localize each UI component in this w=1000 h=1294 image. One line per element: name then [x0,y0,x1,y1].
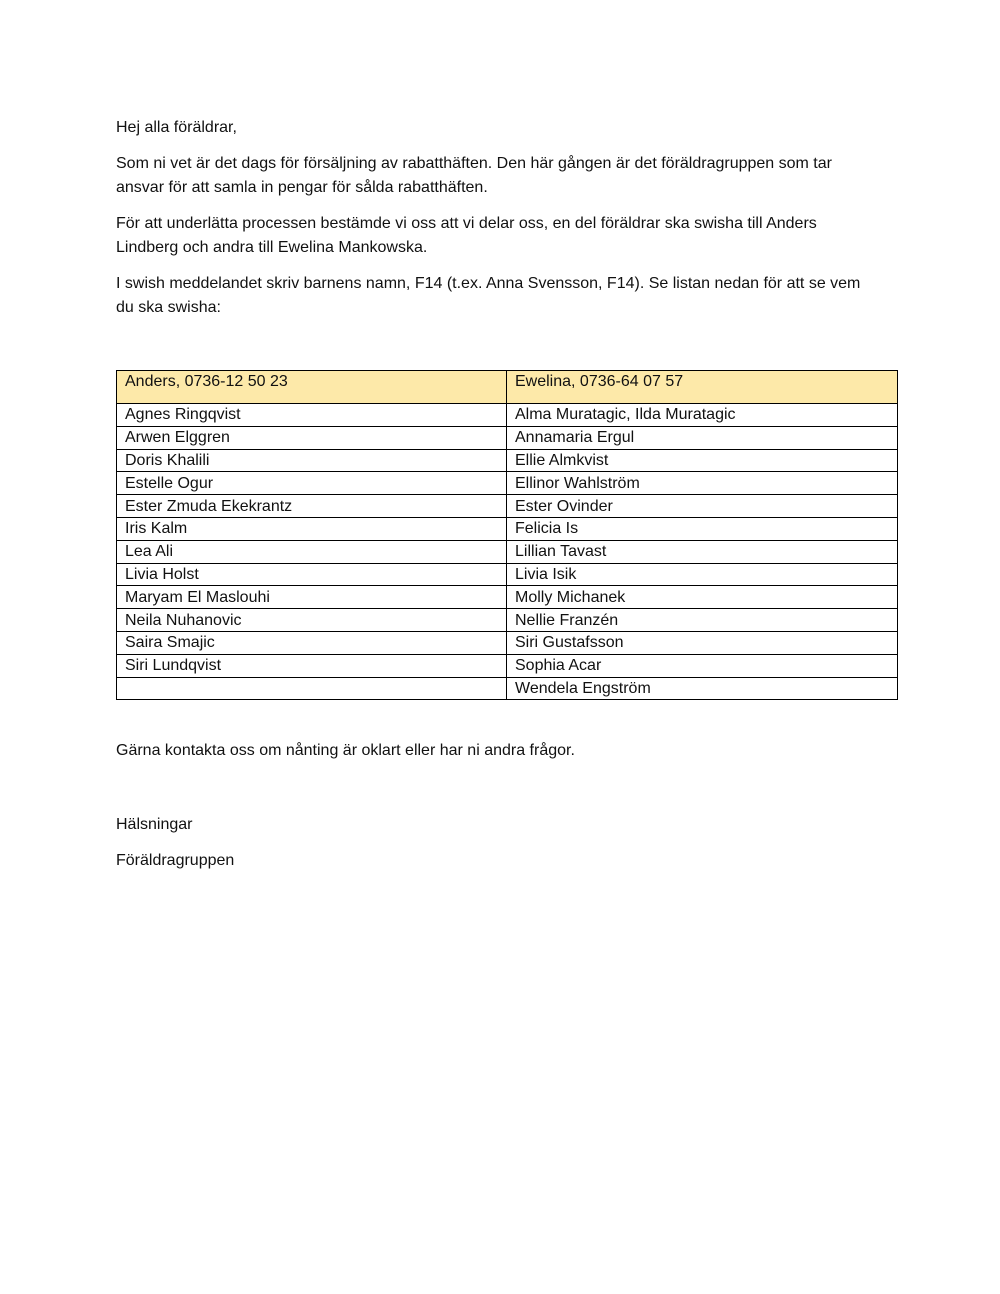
paragraph-3-line-1: I swish meddelandet skriv barnens namn, F14 (t.ex. Anna Svensson, F14). Se listan nedan för att se vem [116,275,861,292]
table-row [117,631,898,654]
table-cell: Lea Ali [117,540,507,563]
table-row [117,586,898,609]
table-cell: Doris Khalili [117,449,507,472]
table-row [117,404,898,427]
table-cell: Wendela Engström [507,677,898,700]
table-cell: Felicia Is [507,517,898,540]
table-row [117,563,898,586]
table-row [117,517,898,540]
table-cell: Siri Gustafsson [507,631,898,654]
table-row [117,449,898,472]
table-row [117,654,898,677]
header-anders: Anders, 0736-12 50 23 [117,371,507,404]
table-row [117,495,898,518]
table-cell [117,677,507,700]
table-cell: Ester Zmuda Ekekrantz [117,495,507,518]
paragraph-1-line-2: ansvar för att samla in pengar för sålda rabatthäften. [116,179,488,196]
table-cell: Annamaria Ergul [507,426,898,449]
closing-question: Gärna kontakta oss om nånting är oklart eller har ni andra frågor. [116,742,575,759]
table-cell: Livia Holst [117,563,507,586]
table-row [117,472,898,495]
table-cell: Ester Ovinder [507,495,898,518]
table-header-row [117,371,898,404]
regards: Hälsningar [116,816,193,833]
table-cell: Iris Kalm [117,517,507,540]
paragraph-3-line-2: du ska swisha: [116,299,221,316]
table-row [117,677,898,700]
swish-assignment-table [116,370,898,700]
table-cell: Neila Nuhanovic [117,609,507,632]
paragraph-2-line-1: För att underlätta processen bestämde vi oss att vi delar oss, en del föräldrar ska swisha till Anders [116,215,817,232]
table-cell: Saira Smajic [117,631,507,654]
table-cell: Siri Lundqvist [117,654,507,677]
table-cell: Ellie Almkvist [507,449,898,472]
paragraph-2-line-2: Lindberg och andra till Ewelina Mankowska. [116,239,428,256]
table-row [117,426,898,449]
table-cell: Agnes Ringqvist [117,404,507,427]
table-cell: Alma Muratagic, Ilda Muratagic [507,404,898,427]
table-cell: Maryam El Maslouhi [117,586,507,609]
table-cell: Livia Isik [507,563,898,586]
table-cell: Molly Michanek [507,586,898,609]
paragraph-1-line-1: Som ni vet är det dags för försäljning av rabatthäften. Den här gången är det föräldragruppen som tar [116,155,832,172]
table-cell: Sophia Acar [507,654,898,677]
table-cell: Estelle Ogur [117,472,507,495]
table-cell: Lillian Tavast [507,540,898,563]
signature: Föräldragruppen [116,852,235,869]
header-ewelina: Ewelina, 0736-64 07 57 [507,371,898,404]
greeting: Hej alla föräldrar, [116,119,237,136]
table-row [117,540,898,563]
table-cell: Nellie Franzén [507,609,898,632]
table-cell: Arwen Elggren [117,426,507,449]
table-row [117,609,898,632]
table-cell: Ellinor Wahlström [507,472,898,495]
